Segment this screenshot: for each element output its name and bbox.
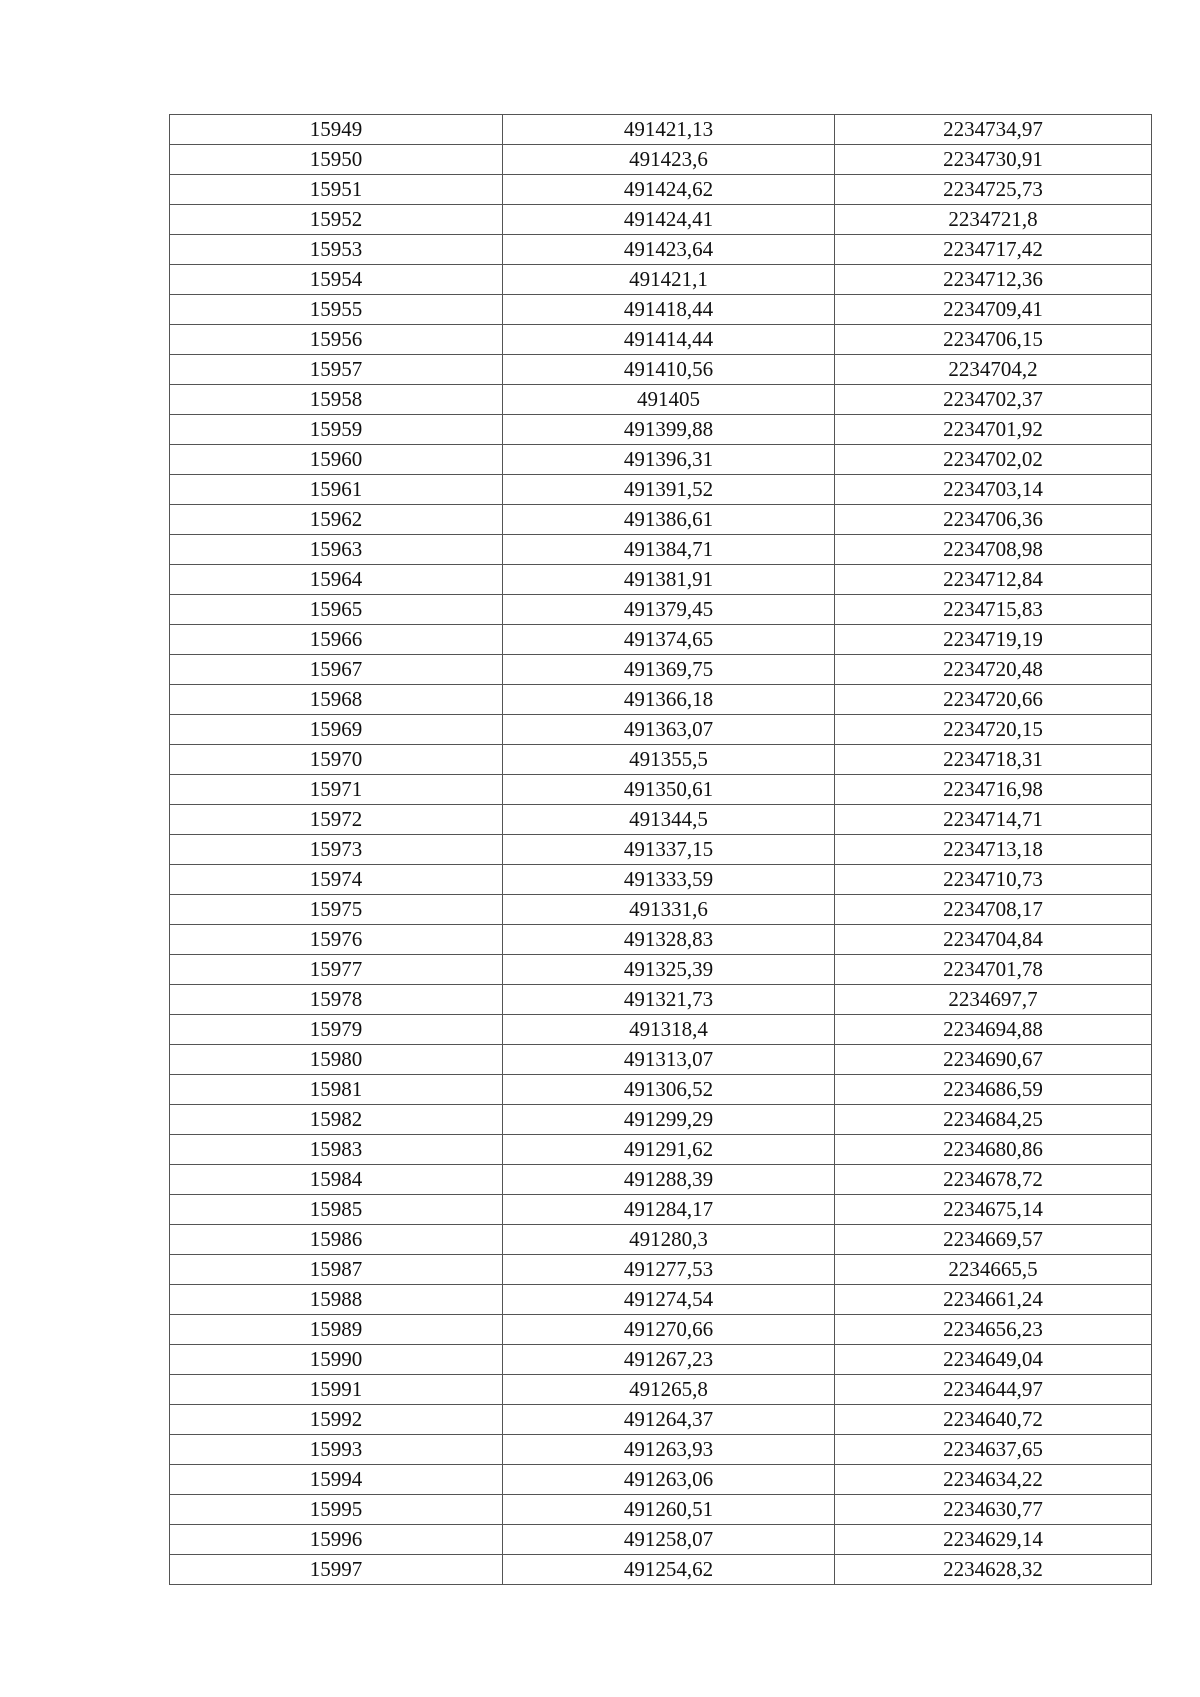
x-coordinate-cell: 491306,52 [503, 1075, 835, 1105]
x-coordinate-cell: 491350,61 [503, 775, 835, 805]
table-row [170, 1165, 1152, 1195]
point-number-cell: 15954 [170, 265, 503, 295]
x-coordinate-cell: 491374,65 [503, 625, 835, 655]
table-row [170, 1465, 1152, 1495]
table-row [170, 145, 1152, 175]
table-row [170, 1405, 1152, 1435]
x-coordinate-cell: 491363,07 [503, 715, 835, 745]
table-row [170, 625, 1152, 655]
y-coordinate-cell: 2234719,19 [835, 625, 1152, 655]
y-coordinate-cell: 2234706,15 [835, 325, 1152, 355]
table-row [170, 505, 1152, 535]
x-coordinate-cell: 491274,54 [503, 1285, 835, 1315]
table-row [170, 1225, 1152, 1255]
table-row [170, 1435, 1152, 1465]
x-coordinate-cell: 491399,88 [503, 415, 835, 445]
y-coordinate-cell: 2234628,32 [835, 1555, 1152, 1585]
x-coordinate-cell: 491424,62 [503, 175, 835, 205]
table-row [170, 385, 1152, 415]
table-row [170, 1255, 1152, 1285]
point-number-cell: 15956 [170, 325, 503, 355]
y-coordinate-cell: 2234637,65 [835, 1435, 1152, 1465]
point-number-cell: 15985 [170, 1195, 503, 1225]
table-row [170, 955, 1152, 985]
point-number-cell: 15991 [170, 1375, 503, 1405]
point-number-cell: 15969 [170, 715, 503, 745]
x-coordinate-cell: 491318,4 [503, 1015, 835, 1045]
y-coordinate-cell: 2234703,14 [835, 475, 1152, 505]
x-coordinate-cell: 491321,73 [503, 985, 835, 1015]
y-coordinate-cell: 2234720,15 [835, 715, 1152, 745]
table-row [170, 775, 1152, 805]
table-row [170, 1045, 1152, 1075]
x-coordinate-cell: 491410,56 [503, 355, 835, 385]
y-coordinate-cell: 2234669,57 [835, 1225, 1152, 1255]
point-number-cell: 15994 [170, 1465, 503, 1495]
y-coordinate-cell: 2234697,7 [835, 985, 1152, 1015]
point-number-cell: 15989 [170, 1315, 503, 1345]
table-row [170, 1555, 1152, 1585]
table-row [170, 115, 1152, 145]
x-coordinate-cell: 491267,23 [503, 1345, 835, 1375]
table-row [170, 895, 1152, 925]
point-number-cell: 15959 [170, 415, 503, 445]
x-coordinate-cell: 491424,41 [503, 205, 835, 235]
coordinates-table-body [170, 115, 1152, 1585]
point-number-cell: 15986 [170, 1225, 503, 1255]
x-coordinate-cell: 491423,6 [503, 145, 835, 175]
table-row [170, 1315, 1152, 1345]
y-coordinate-cell: 2234661,24 [835, 1285, 1152, 1315]
point-number-cell: 15992 [170, 1405, 503, 1435]
point-number-cell: 15981 [170, 1075, 503, 1105]
point-number-cell: 15987 [170, 1255, 503, 1285]
x-coordinate-cell: 491277,53 [503, 1255, 835, 1285]
point-number-cell: 15958 [170, 385, 503, 415]
x-coordinate-cell: 491381,91 [503, 565, 835, 595]
y-coordinate-cell: 2234694,88 [835, 1015, 1152, 1045]
y-coordinate-cell: 2234656,23 [835, 1315, 1152, 1345]
x-coordinate-cell: 491396,31 [503, 445, 835, 475]
x-coordinate-cell: 491386,61 [503, 505, 835, 535]
y-coordinate-cell: 2234710,73 [835, 865, 1152, 895]
y-coordinate-cell: 2234649,04 [835, 1345, 1152, 1375]
y-coordinate-cell: 2234713,18 [835, 835, 1152, 865]
y-coordinate-cell: 2234686,59 [835, 1075, 1152, 1105]
x-coordinate-cell: 491260,51 [503, 1495, 835, 1525]
table-row [170, 265, 1152, 295]
point-number-cell: 15960 [170, 445, 503, 475]
table-row [170, 685, 1152, 715]
y-coordinate-cell: 2234701,92 [835, 415, 1152, 445]
point-number-cell: 15970 [170, 745, 503, 775]
y-coordinate-cell: 2234629,14 [835, 1525, 1152, 1555]
table-row [170, 1075, 1152, 1105]
table-row [170, 655, 1152, 685]
y-coordinate-cell: 2234704,2 [835, 355, 1152, 385]
table-row [170, 475, 1152, 505]
point-number-cell: 15957 [170, 355, 503, 385]
table-row [170, 835, 1152, 865]
point-number-cell: 15965 [170, 595, 503, 625]
x-coordinate-cell: 491313,07 [503, 1045, 835, 1075]
table-row [170, 1285, 1152, 1315]
x-coordinate-cell: 491391,52 [503, 475, 835, 505]
table-row [170, 1345, 1152, 1375]
x-coordinate-cell: 491344,5 [503, 805, 835, 835]
point-number-cell: 15983 [170, 1135, 503, 1165]
x-coordinate-cell: 491263,06 [503, 1465, 835, 1495]
y-coordinate-cell: 2234734,97 [835, 115, 1152, 145]
x-coordinate-cell: 491284,17 [503, 1195, 835, 1225]
y-coordinate-cell: 2234706,36 [835, 505, 1152, 535]
table-row [170, 1525, 1152, 1555]
table-row [170, 1105, 1152, 1135]
y-coordinate-cell: 2234720,48 [835, 655, 1152, 685]
y-coordinate-cell: 2234715,83 [835, 595, 1152, 625]
point-number-cell: 15951 [170, 175, 503, 205]
y-coordinate-cell: 2234730,91 [835, 145, 1152, 175]
table-row [170, 175, 1152, 205]
point-number-cell: 15955 [170, 295, 503, 325]
table-row [170, 235, 1152, 265]
point-number-cell: 15963 [170, 535, 503, 565]
y-coordinate-cell: 2234680,86 [835, 1135, 1152, 1165]
x-coordinate-cell: 491258,07 [503, 1525, 835, 1555]
x-coordinate-cell: 491263,93 [503, 1435, 835, 1465]
y-coordinate-cell: 2234717,42 [835, 235, 1152, 265]
point-number-cell: 15980 [170, 1045, 503, 1075]
table-row [170, 415, 1152, 445]
y-coordinate-cell: 2234725,73 [835, 175, 1152, 205]
y-coordinate-cell: 2234709,41 [835, 295, 1152, 325]
point-number-cell: 15962 [170, 505, 503, 535]
y-coordinate-cell: 2234678,72 [835, 1165, 1152, 1195]
table-row [170, 745, 1152, 775]
point-number-cell: 15975 [170, 895, 503, 925]
y-coordinate-cell: 2234704,84 [835, 925, 1152, 955]
x-coordinate-cell: 491254,62 [503, 1555, 835, 1585]
point-number-cell: 15949 [170, 115, 503, 145]
y-coordinate-cell: 2234718,31 [835, 745, 1152, 775]
point-number-cell: 15964 [170, 565, 503, 595]
table-row [170, 325, 1152, 355]
x-coordinate-cell: 491328,83 [503, 925, 835, 955]
y-coordinate-cell: 2234702,02 [835, 445, 1152, 475]
point-number-cell: 15988 [170, 1285, 503, 1315]
point-number-cell: 15990 [170, 1345, 503, 1375]
y-coordinate-cell: 2234684,25 [835, 1105, 1152, 1135]
y-coordinate-cell: 2234716,98 [835, 775, 1152, 805]
x-coordinate-cell: 491264,37 [503, 1405, 835, 1435]
y-coordinate-cell: 2234712,36 [835, 265, 1152, 295]
x-coordinate-cell: 491414,44 [503, 325, 835, 355]
point-number-cell: 15950 [170, 145, 503, 175]
point-number-cell: 15966 [170, 625, 503, 655]
point-number-cell: 15972 [170, 805, 503, 835]
x-coordinate-cell: 491337,15 [503, 835, 835, 865]
y-coordinate-cell: 2234721,8 [835, 205, 1152, 235]
point-number-cell: 15953 [170, 235, 503, 265]
x-coordinate-cell: 491270,66 [503, 1315, 835, 1345]
x-coordinate-cell: 491333,59 [503, 865, 835, 895]
table-row [170, 1495, 1152, 1525]
table-row [170, 295, 1152, 325]
x-coordinate-cell: 491265,8 [503, 1375, 835, 1405]
x-coordinate-cell: 491331,6 [503, 895, 835, 925]
x-coordinate-cell: 491355,5 [503, 745, 835, 775]
y-coordinate-cell: 2234640,72 [835, 1405, 1152, 1435]
table-row [170, 355, 1152, 385]
point-number-cell: 15997 [170, 1555, 503, 1585]
table-row [170, 565, 1152, 595]
point-number-cell: 15973 [170, 835, 503, 865]
x-coordinate-cell: 491405 [503, 385, 835, 415]
point-number-cell: 15982 [170, 1105, 503, 1135]
point-number-cell: 15968 [170, 685, 503, 715]
y-coordinate-cell: 2234701,78 [835, 955, 1152, 985]
x-coordinate-cell: 491288,39 [503, 1165, 835, 1195]
table-row [170, 535, 1152, 565]
x-coordinate-cell: 491384,71 [503, 535, 835, 565]
x-coordinate-cell: 491379,45 [503, 595, 835, 625]
point-number-cell: 15979 [170, 1015, 503, 1045]
x-coordinate-cell: 491366,18 [503, 685, 835, 715]
point-number-cell: 15996 [170, 1525, 503, 1555]
point-number-cell: 15976 [170, 925, 503, 955]
point-number-cell: 15977 [170, 955, 503, 985]
y-coordinate-cell: 2234712,84 [835, 565, 1152, 595]
y-coordinate-cell: 2234630,77 [835, 1495, 1152, 1525]
x-coordinate-cell: 491369,75 [503, 655, 835, 685]
y-coordinate-cell: 2234644,97 [835, 1375, 1152, 1405]
table-row [170, 205, 1152, 235]
table-row [170, 1375, 1152, 1405]
point-number-cell: 15967 [170, 655, 503, 685]
y-coordinate-cell: 2234702,37 [835, 385, 1152, 415]
y-coordinate-cell: 2234665,5 [835, 1255, 1152, 1285]
point-number-cell: 15993 [170, 1435, 503, 1465]
table-row [170, 1015, 1152, 1045]
table-row [170, 715, 1152, 745]
table-row [170, 925, 1152, 955]
point-number-cell: 15995 [170, 1495, 503, 1525]
table-row [170, 445, 1152, 475]
x-coordinate-cell: 491421,1 [503, 265, 835, 295]
y-coordinate-cell: 2234634,22 [835, 1465, 1152, 1495]
table-row [170, 1195, 1152, 1225]
y-coordinate-cell: 2234675,14 [835, 1195, 1152, 1225]
x-coordinate-cell: 491299,29 [503, 1105, 835, 1135]
x-coordinate-cell: 491423,64 [503, 235, 835, 265]
y-coordinate-cell: 2234708,98 [835, 535, 1152, 565]
table-row [170, 865, 1152, 895]
point-number-cell: 15978 [170, 985, 503, 1015]
point-number-cell: 15952 [170, 205, 503, 235]
y-coordinate-cell: 2234720,66 [835, 685, 1152, 715]
y-coordinate-cell: 2234714,71 [835, 805, 1152, 835]
point-number-cell: 15984 [170, 1165, 503, 1195]
x-coordinate-cell: 491325,39 [503, 955, 835, 985]
point-number-cell: 15961 [170, 475, 503, 505]
point-number-cell: 15974 [170, 865, 503, 895]
x-coordinate-cell: 491291,62 [503, 1135, 835, 1165]
coordinates-table [169, 114, 1152, 1585]
x-coordinate-cell: 491280,3 [503, 1225, 835, 1255]
table-row [170, 985, 1152, 1015]
table-row [170, 1135, 1152, 1165]
x-coordinate-cell: 491421,13 [503, 115, 835, 145]
y-coordinate-cell: 2234708,17 [835, 895, 1152, 925]
x-coordinate-cell: 491418,44 [503, 295, 835, 325]
table-row [170, 805, 1152, 835]
y-coordinate-cell: 2234690,67 [835, 1045, 1152, 1075]
point-number-cell: 15971 [170, 775, 503, 805]
table-row [170, 595, 1152, 625]
